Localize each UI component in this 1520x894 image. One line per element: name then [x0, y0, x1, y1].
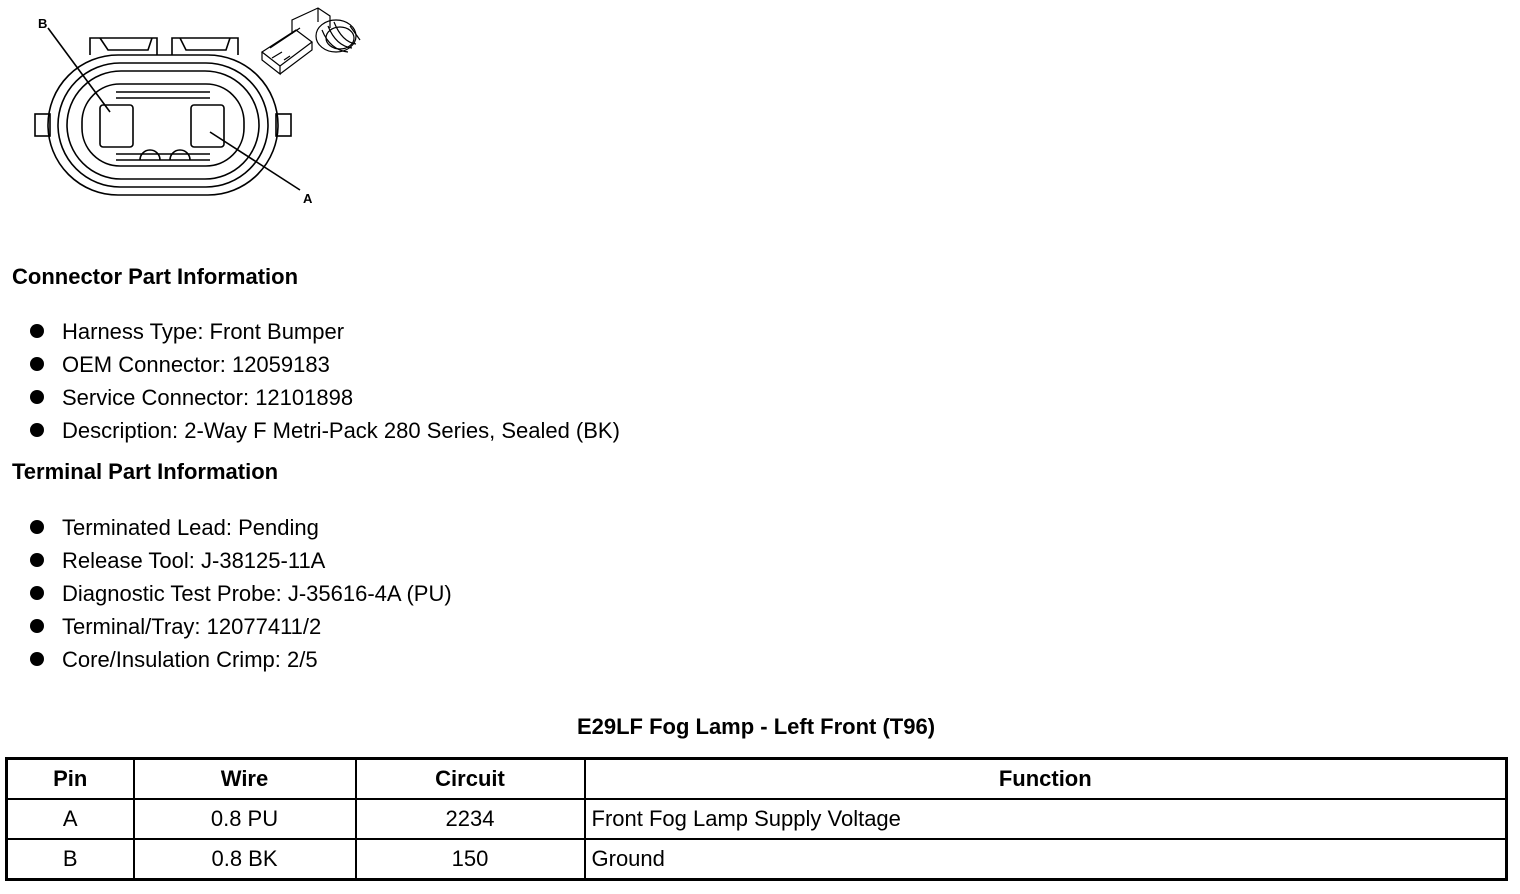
table-row: [7, 839, 1507, 880]
connector-thumbnail-icon: [262, 8, 360, 74]
bullet-icon: [30, 357, 44, 371]
pin-a-label: A: [303, 191, 313, 206]
connector-info-heading: Connector Part Information: [12, 264, 299, 289]
bullet-icon: [30, 324, 44, 338]
bullet-icon: [30, 423, 44, 437]
pin-b-label: B: [38, 16, 48, 31]
bullet-icon: [30, 520, 44, 534]
list-item: Service Connector: 12101898: [28, 381, 620, 414]
circuit-cell: 2234: [356, 799, 585, 839]
list-item: OEM Connector: 12059183: [28, 348, 620, 381]
list-item: Diagnostic Test Probe: J-35616-4A (PU): [28, 577, 452, 610]
pin-table: [5, 757, 1508, 881]
bullet-icon: [30, 652, 44, 666]
pin-cell: A: [7, 799, 134, 839]
wire-cell: 0.8 BK: [134, 839, 356, 880]
table-header-row: [7, 759, 1507, 800]
function-cell: Front Fog Lamp Supply Voltage: [585, 799, 1507, 839]
wire-cell: 0.8 PU: [134, 799, 356, 839]
pin-cell: B: [7, 839, 134, 880]
circuit-cell: 150: [356, 839, 585, 880]
column-header-pin: Pin: [7, 759, 134, 800]
connector-info-list: [28, 315, 620, 447]
list-item: Terminal/Tray: 12077411/2: [28, 610, 452, 643]
connector-diagram: [0, 0, 380, 215]
list-item: Core/Insulation Crimp: 2/5: [28, 643, 452, 676]
bullet-icon: [30, 586, 44, 600]
list-item: Harness Type: Front Bumper: [28, 315, 620, 348]
bullet-icon: [30, 619, 44, 633]
list-item: Release Tool: J-38125-11A: [28, 544, 452, 577]
bullet-icon: [30, 390, 44, 404]
column-header-function: Function: [585, 759, 1507, 800]
terminal-info-list: [28, 511, 452, 676]
function-cell: Ground: [585, 839, 1507, 880]
list-item: Terminated Lead: Pending: [28, 511, 452, 544]
table-row: [7, 799, 1507, 839]
table-title: E29LF Fog Lamp - Left Front (T96): [576, 714, 936, 739]
terminal-info-heading: Terminal Part Information: [12, 459, 279, 484]
column-header-circuit: Circuit: [356, 759, 585, 800]
list-item: Description: 2-Way F Metri-Pack 280 Series, Sealed (BK): [28, 414, 620, 447]
column-header-wire: Wire: [134, 759, 356, 800]
bullet-icon: [30, 553, 44, 567]
